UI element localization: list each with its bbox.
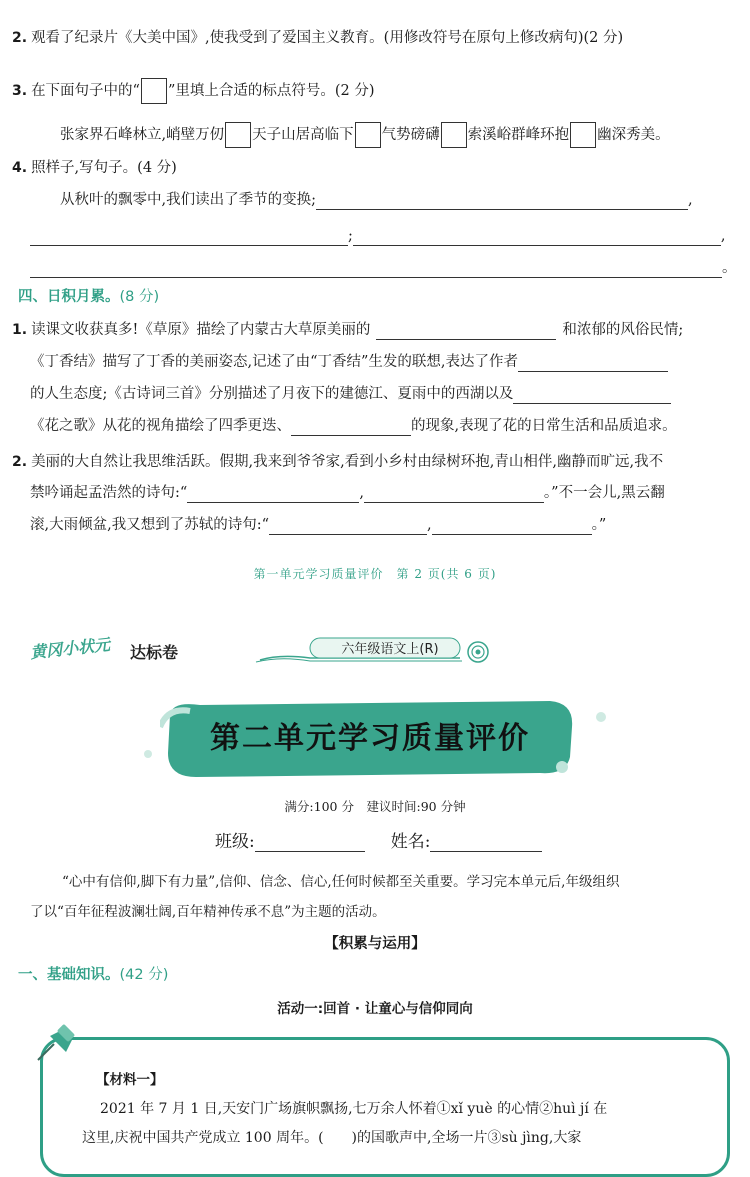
decor-dot	[144, 750, 152, 758]
question-4: 4. 照样子,写句子。(4 分)	[12, 160, 177, 176]
s4-question-1-line-3: 的人生态度;《古诗词三首》分别描述了月夜下的建德江、夏雨中的西湖以及	[30, 384, 671, 404]
brand-logo: 黄冈小状元	[29, 634, 111, 663]
exam-meta: 满分:100 分 建议时间:90 分钟	[284, 799, 466, 814]
name-field[interactable]	[430, 835, 542, 852]
series-name: 达标卷	[130, 643, 179, 662]
answer-blank[interactable]	[513, 387, 671, 404]
decor-dot	[596, 712, 606, 722]
answer-blank[interactable]	[518, 355, 668, 372]
answer-blank[interactable]	[432, 518, 592, 535]
s4-question-2-line-2: 禁吟诵起孟浩然的诗句:“ , 。”不一会儿,黑云翻	[30, 485, 665, 501]
section-4-heading: 四、日积月累。(8 分)	[18, 289, 160, 305]
punctuation-box-3[interactable]	[441, 122, 467, 148]
question-4-line-3: 。	[30, 258, 737, 278]
s4-question-2-line-3: 滚,大雨倾盆,我又想到了苏轼的诗句:“ , 。”	[30, 517, 607, 533]
question-4-example: 从秋叶的飘零中,我们读出了季节的变换; ,	[60, 192, 693, 208]
punctuation-box-4[interactable]	[570, 122, 596, 148]
page-title: 第二单元学习质量评价	[210, 721, 530, 756]
s4-question-1-line-1: 1. 读课文收获真多!《草原》描绘了内蒙古大草原美丽的 和浓郁的风俗民情;	[12, 322, 684, 338]
s4-question-2-line-1: 2. 美丽的大自然让我思维活跃。假期,我来到爷爷家,看到小乡村由绿树环抱,青山相伴,幽静而旷远,我不	[12, 454, 664, 470]
question-3: 3. 在下面句子中的“ ”里填上合适的标点符号。(2 分)	[12, 78, 375, 104]
answer-blank[interactable]	[291, 419, 411, 436]
punctuation-box-2[interactable]	[355, 122, 381, 148]
s4-question-1-line-4: 《花之歌》从花的视角描绘了四季更迭、 的现象,表现了花的日常生活和品质追求。	[30, 418, 677, 434]
s4-question-1-line-2: 《丁香结》描写了丁香的美丽姿态,记述了由“丁香结”生发的联想,表达了作者	[30, 352, 668, 372]
student-info: 班级: 姓名:	[215, 832, 542, 852]
page-footer: 第一单元学习质量评价 第 2 页(共 6 页)	[253, 567, 497, 581]
punctuation-box-1[interactable]	[225, 122, 251, 148]
section-1-heading: 一、基础知识。(42 分)	[18, 967, 169, 983]
intro-line-2: 了以“百年征程波澜壮阔,百年精神传承不息”为主题的活动。	[30, 904, 386, 920]
question-3-sentence: 张家界石峰林立,峭壁万仞 天子山居高临下 气势磅礴 索溪峪群峰环抱 幽深秀美。	[60, 121, 670, 149]
intro-line-1: “心中有信仰,脚下有力量”,信仰、信念、信心,任何时候都至关重要。学习完本单元后,年级组织	[62, 874, 620, 890]
answer-blank[interactable]	[187, 486, 359, 503]
answer-blank[interactable]	[30, 261, 722, 278]
material-label: 【材料一】	[96, 1072, 164, 1088]
activity-heading: 活动一:回首 · 让童心与信仰同向	[277, 1001, 473, 1017]
pushpin-icon	[32, 1024, 82, 1066]
brand-header	[30, 628, 500, 670]
class-field[interactable]	[255, 835, 365, 852]
material-line-2: 这里,庆祝中国共产党成立 100 周年。( )的国歌声中,全场一片③sù jìng,大家	[82, 1130, 582, 1146]
answer-blank[interactable]	[376, 323, 556, 340]
part-heading: 【积累与运用】	[324, 936, 426, 952]
punctuation-box-sample	[141, 78, 167, 104]
answer-blank[interactable]	[353, 229, 721, 246]
answer-blank[interactable]	[364, 486, 544, 503]
answer-blank[interactable]	[269, 518, 427, 535]
question-4-line-2: ; ,	[30, 226, 726, 246]
material-line-1: 2021 年 7 月 1 日,天安门广场旗帜飘扬,七万余人怀着①xǐ yuè 的心情②huì jí 在	[100, 1101, 608, 1117]
answer-blank[interactable]	[30, 229, 348, 246]
question-2: 2. 观看了纪录片《大美中国》,使我受到了爱国主义教育。(用修改符号在原句上修改病句)(2 分)	[12, 30, 624, 46]
answer-blank[interactable]	[316, 193, 688, 210]
grade-label: 六年级语文上(R)	[341, 642, 439, 657]
